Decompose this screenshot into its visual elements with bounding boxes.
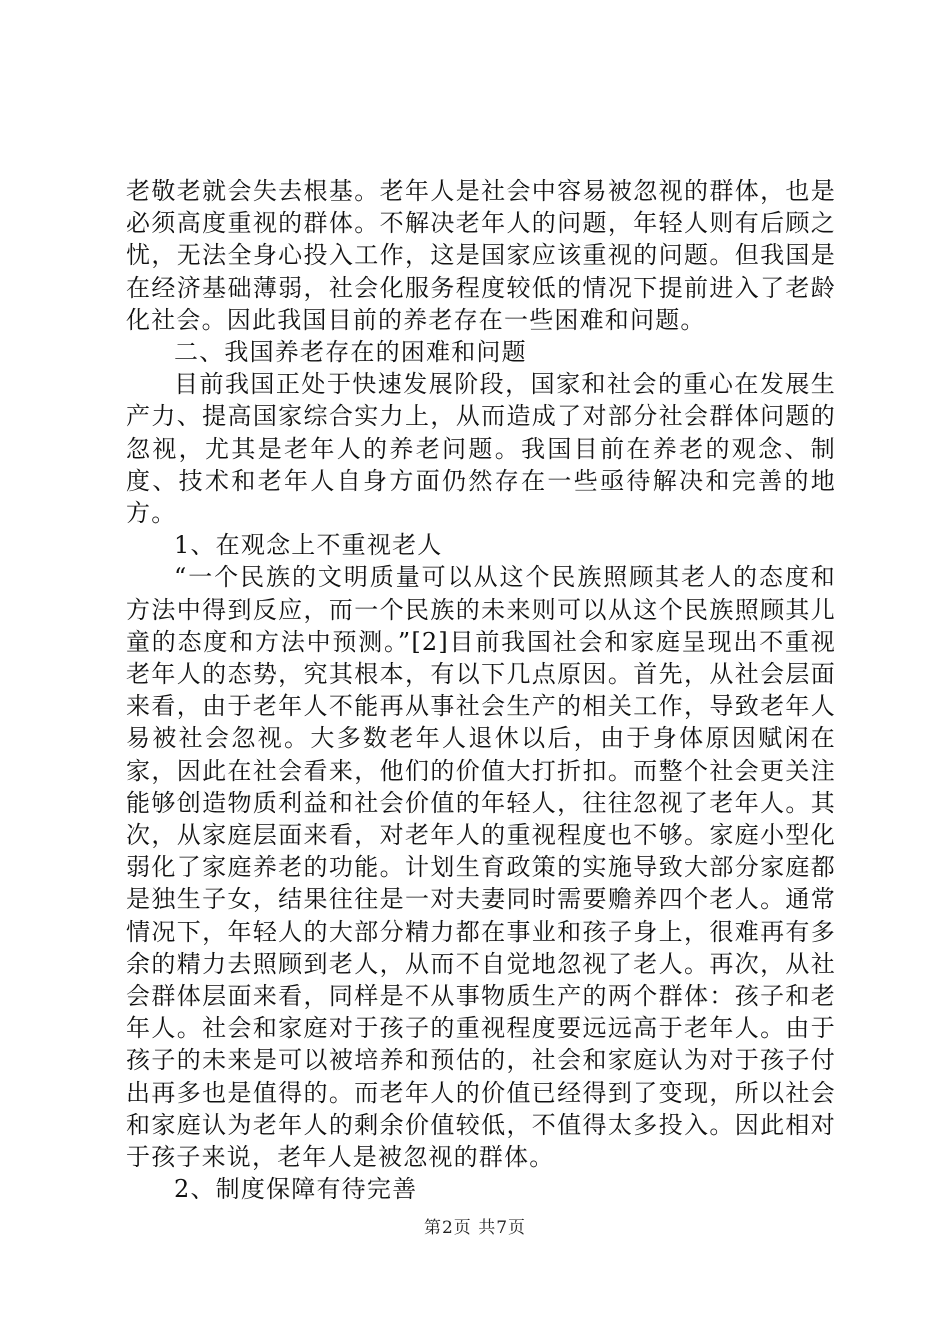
- paragraph-concept-analysis: “一个民族的文明质量可以从这个民族照顾其老人的态度和方法中得到反应，而一个民族的未来则可以从这个民族照顾其儿童的态度和方法中预测。”[2]目前我国社会和家庭呈现出不重视老年人的态势，究其根本，有以下几点原因。首先，从社会层面来看，由于老年人不能再从事社会生产的相关工作，导致老年人易被社会忽视。大多数老年人退休以后，由于身体原因赋闲在家，因此在社会看来，他们的价值大打折扣。而整个社会更关注能够创造物质利益和社会价值的年轻人，往往忽视了老年人。其次，从家庭层面来看，对老年人的重视程度也不够。家庭小型化弱化了家庭养老的功能。计划生育政策的实施导致大部分家庭都是独生子女，结果往往是一对夫妻同时需要赡养四个老人。通常情况下，年轻人的大部分精力都在事业和孩子身上，很难再有多余的精力去照顾到老人，从而不自觉地忽视了老人。再次，从社会群体层面来看，同样是不从事物质生产的两个群体：孩子和老年人。社会和家庭对于孩子的重视程度要远远高于老年人。由于孩子的未来是可以被培养和预估的，社会和家庭认为对于孩子付出再多也是值得的。而老年人的价值已经得到了变现，所以社会和家庭认为老年人的剩余价值较低，不值得太多投入。因此相对于孩子来说，老年人是被忽视的群体。: [126, 563, 836, 1172]
- paragraph-current-situation: 目前我国正处于快速发展阶段，国家和社会的重心在发展生产力、提高国家综合实力上，从而造成了对部分社会群体问题的忽视，尤其是老年人的养老问题。我国目前在养老的观念、制度、技术和老年人自身方面仍然存在一些亟待解决和完善的地方。: [126, 370, 836, 528]
- page-number-footer: 第2页 共7页: [423, 1218, 527, 1238]
- paragraph-intro-continuation: 老敬老就会失去根基。老年人是社会中容易被忽视的群体，也是必须高度重视的群体。不解决老年人的问题，年轻人则有后顾之忧，无法全身心投入工作，这是国家应该重视的问题。但我国是在经济基础薄弱，社会化服务程度较低的情况下提前进入了老龄化社会。因此我国目前的养老存在一些困难和问题。: [126, 177, 836, 334]
- section-heading-difficulties: 二、我国养老存在的困难和问题: [174, 338, 527, 367]
- document-body: [126, 175, 836, 1206]
- subsection-heading-concept: 1、在观念上不重视老人: [174, 531, 443, 560]
- subsection-heading-system: 2、制度保障有待完善: [174, 1175, 418, 1204]
